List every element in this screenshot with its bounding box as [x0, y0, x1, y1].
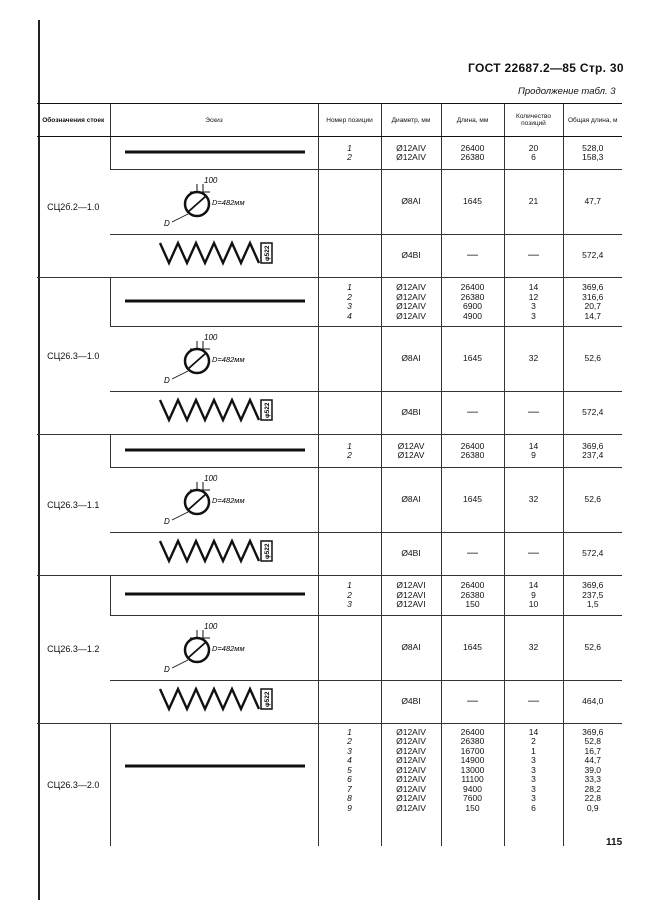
table-row: [37, 435, 622, 468]
cell-total: [563, 615, 622, 680]
pos-value: 1: [347, 142, 352, 153]
dia-value: Ø12AIV: [396, 726, 426, 737]
cell-dia: [381, 435, 441, 468]
qty-value: 32: [528, 641, 539, 652]
qty-value: 14: [528, 580, 539, 590]
cell-total: [563, 468, 622, 533]
total-value: 52,6: [584, 641, 602, 652]
total-value: 237,4: [582, 450, 604, 460]
len-value: —: [467, 547, 478, 560]
dia-value: Ø12AIV: [396, 793, 426, 804]
dia-value: Ø8AI: [401, 494, 421, 505]
sketch-cell: [110, 723, 318, 846]
cell-qty: [504, 235, 563, 278]
sketch-cell: [110, 615, 318, 680]
rebar-line: [125, 151, 305, 154]
sketch-cell: [110, 170, 318, 235]
cell-total: [563, 392, 622, 435]
ring-sketch: [112, 170, 320, 232]
cell-pos: [318, 137, 381, 170]
sketch-cell: [110, 392, 318, 435]
cell-dia: [381, 327, 441, 392]
dia-value: Ø12AIV: [396, 802, 426, 813]
spiral-sketch: [112, 392, 320, 432]
table-row: [37, 468, 622, 533]
total-value: 369,6: [582, 282, 604, 292]
cell-len: [441, 435, 504, 468]
cell-pos: [318, 235, 381, 278]
ring-diameter-label: D=482мм: [212, 643, 245, 653]
total-value: 52,6: [584, 494, 602, 505]
cell-qty: [504, 435, 563, 468]
cell-len: [441, 137, 504, 170]
qty-value: 21: [528, 196, 539, 207]
dia-value: Ø12AV: [397, 440, 425, 451]
pos-value: 3: [347, 599, 352, 609]
dia-value: Ø4BI: [401, 548, 421, 559]
len-value: 13000: [460, 764, 485, 775]
cell-qty: [504, 278, 563, 327]
qty-value: 3: [531, 310, 536, 321]
total-value: 52,8: [584, 736, 602, 747]
col-header-qty: Количество позиций: [504, 104, 563, 137]
cell-dia: [381, 533, 441, 576]
pos-value: 2: [347, 152, 352, 162]
stand-mark: СЦ26.3—2.0: [37, 723, 110, 846]
total-value: 572,4: [582, 548, 604, 559]
cell-dia: [381, 468, 441, 533]
cell-qty: [504, 468, 563, 533]
qty-value: 32: [528, 494, 539, 505]
ring-dim-100: 100: [204, 176, 218, 185]
len-value: 4900: [463, 310, 482, 321]
sketch-cell: [110, 235, 318, 278]
qty-value: —: [528, 249, 539, 262]
rebar-line: [125, 449, 305, 452]
ring-d-label: D: [164, 664, 170, 674]
len-value: 1645: [463, 196, 482, 207]
pos-value: 9: [347, 802, 352, 813]
table-row: [37, 533, 622, 576]
qty-value: 3: [531, 755, 536, 766]
dia-value: Ø8AI: [401, 196, 421, 207]
cell-pos: [318, 468, 381, 533]
cell-dia: [381, 278, 441, 327]
ring-d-label: D: [164, 517, 170, 526]
rebar-line: [125, 764, 305, 767]
qty-value: 6: [531, 802, 536, 813]
pos-value: 1: [347, 440, 352, 451]
pos-value: 3: [347, 745, 352, 756]
cell-len: [441, 392, 504, 435]
cell-dia: [381, 576, 441, 616]
total-value: 572,4: [582, 407, 604, 418]
cell-total: [563, 137, 622, 170]
qty-value: 6: [531, 152, 536, 162]
dia-value: Ø12AIV: [396, 764, 426, 775]
ring-dim-100: 100: [204, 474, 218, 483]
sketch-cell: [110, 533, 318, 576]
pos-value: 5: [347, 764, 352, 775]
col-header-mark: Обозначения стоек: [37, 104, 110, 137]
total-value: 158,3: [582, 152, 604, 162]
qty-value: 3: [531, 783, 536, 794]
table-row: [37, 327, 622, 392]
qty-value: 14: [528, 282, 539, 292]
ring-diameter-label: D=482мм: [212, 198, 245, 207]
total-value: 0,9: [586, 802, 599, 813]
total-value: 572,4: [582, 250, 604, 261]
cell-len: [441, 723, 504, 846]
dia-value: Ø4BI: [401, 407, 421, 418]
spec-table: [37, 103, 622, 846]
sketch-cell: [110, 278, 318, 327]
len-value: 6900: [463, 301, 482, 311]
table-row: [37, 680, 622, 723]
pos-value: 7: [347, 783, 352, 794]
pos-value: 2: [347, 736, 352, 747]
sketch-cell: [110, 327, 318, 392]
len-value: 1645: [463, 641, 482, 652]
rebar-line: [125, 300, 305, 303]
ring-sketch: [112, 327, 320, 389]
total-value: 316,6: [582, 291, 604, 302]
stand-mark: СЦ26.3—1.0: [37, 278, 110, 435]
sketch-cell: [110, 137, 318, 170]
len-value: 150: [465, 599, 480, 609]
total-value: 47,7: [584, 196, 602, 207]
cell-pos: [318, 615, 381, 680]
pos-value: 1: [347, 580, 352, 590]
cell-qty: [504, 723, 563, 846]
col-header-sketch: Эскиз: [110, 104, 318, 137]
ring-diameter-label: D=482мм: [212, 355, 245, 364]
total-value: 1,5: [586, 599, 599, 609]
len-value: —: [467, 406, 478, 419]
len-value: 7600: [463, 793, 482, 804]
len-value: 26380: [460, 736, 485, 747]
len-value: 11100: [461, 774, 484, 785]
rod-sketch: [113, 724, 321, 844]
total-value: 16,7: [584, 745, 602, 756]
cell-pos: [318, 392, 381, 435]
cell-dia: [381, 170, 441, 235]
dia-value: Ø12AIV: [396, 310, 426, 321]
cell-len: [441, 468, 504, 533]
dia-value: Ø8AI: [401, 353, 421, 364]
qty-value: —: [528, 694, 539, 707]
dia-value: Ø12AIV: [396, 301, 426, 311]
qty-value: 3: [531, 764, 536, 775]
total-value: 28,2: [584, 783, 602, 794]
total-value: 33,3: [584, 774, 602, 785]
ring-sketch: [112, 468, 320, 530]
qty-value: 2: [531, 736, 536, 747]
cell-qty: [504, 576, 563, 616]
len-value: 26400: [460, 726, 485, 737]
len-value: 26380: [460, 450, 485, 460]
spiral-diameter-label: φ522: [264, 543, 271, 559]
qty-value: —: [528, 547, 539, 560]
total-value: 20,7: [584, 301, 602, 311]
dia-value: Ø12AIV: [396, 745, 426, 756]
dia-value: Ø12AV: [397, 450, 425, 460]
dia-value: Ø12AIV: [396, 142, 426, 153]
cell-pos: [318, 576, 381, 616]
len-value: 26400: [460, 580, 485, 590]
cell-total: [563, 235, 622, 278]
cell-total: [563, 576, 622, 616]
dia-value: Ø12AIV: [396, 291, 426, 302]
cell-qty: [504, 137, 563, 170]
spiral-sketch: [112, 681, 320, 721]
total-value: 52,6: [584, 353, 602, 364]
dia-value: Ø12AIV: [396, 783, 426, 794]
pos-value: 3: [347, 301, 352, 311]
cell-len: [441, 615, 504, 680]
ring-d-label: D: [164, 376, 170, 385]
cell-len: [441, 170, 504, 235]
table-row: [37, 615, 622, 680]
spiral-diameter-label: φ522: [264, 691, 271, 707]
len-value: 150: [465, 802, 480, 813]
cell-len: [441, 680, 504, 723]
col-header-len: Длина, мм: [441, 104, 504, 137]
len-value: —: [467, 249, 478, 262]
cell-qty: [504, 392, 563, 435]
cell-qty: [504, 680, 563, 723]
dia-value: Ø4BI: [401, 250, 421, 261]
cell-total: [563, 533, 622, 576]
dia-value: Ø8AI: [401, 641, 421, 652]
pos-value: 2: [347, 291, 352, 302]
len-value: 1645: [463, 494, 482, 505]
cell-qty: [504, 327, 563, 392]
cell-len: [441, 235, 504, 278]
qty-value: 20: [528, 142, 539, 153]
cell-len: [441, 278, 504, 327]
rod-sketch: [113, 435, 321, 465]
stand-mark: СЦ26.3—1.2: [37, 576, 110, 724]
cell-total: [563, 170, 622, 235]
dia-value: Ø12AIV: [396, 282, 426, 292]
len-value: 26380: [460, 589, 485, 600]
table-row: [37, 576, 622, 616]
total-value: 528,0: [582, 142, 604, 153]
cell-pos: [318, 278, 381, 327]
total-value: 237,5: [582, 589, 604, 600]
cell-qty: [504, 533, 563, 576]
table-row: [37, 137, 622, 170]
cell-pos: [318, 723, 381, 846]
cell-qty: [504, 170, 563, 235]
sketch-cell: [110, 576, 318, 616]
pos-value: 1: [347, 282, 352, 292]
cell-len: [441, 327, 504, 392]
qty-value: —: [528, 406, 539, 419]
qty-value: 9: [531, 589, 536, 600]
col-header-dia: Диаметр, мм: [381, 104, 441, 137]
dia-value: Ø12AVI: [396, 580, 426, 590]
spiral-diameter-label: φ522: [264, 402, 271, 418]
rod-sketch: [113, 576, 321, 613]
len-value: 14900: [460, 755, 485, 766]
cell-total: [563, 680, 622, 723]
qty-value: 14: [528, 726, 539, 737]
rebar-line: [125, 593, 305, 596]
rod-sketch: [113, 278, 321, 324]
cell-len: [441, 533, 504, 576]
col-header-total: Общая длина, м: [563, 104, 622, 137]
qty-value: 1: [531, 745, 536, 756]
dia-value: Ø12AIV: [396, 736, 426, 747]
sketch-cell: [110, 468, 318, 533]
pos-value: 2: [347, 450, 352, 460]
page-number: 115: [606, 837, 623, 848]
stand-mark: СЦ2б.2—1.0: [37, 137, 110, 278]
cell-dia: [381, 137, 441, 170]
total-value: 14,7: [584, 310, 602, 321]
qty-value: 9: [531, 450, 536, 460]
qty-value: 10: [528, 599, 539, 609]
cell-dia: [381, 615, 441, 680]
table-row: [37, 723, 622, 846]
pos-value: 6: [347, 774, 352, 785]
dia-value: Ø12AIV: [396, 755, 426, 766]
ring-sketch: [112, 616, 320, 678]
dia-value: Ø12AVI: [396, 599, 426, 609]
ring-dim-100: 100: [204, 333, 218, 342]
cell-total: [563, 278, 622, 327]
dia-value: Ø12AIV: [396, 774, 426, 785]
table-row: [37, 170, 622, 235]
qty-value: 32: [528, 353, 539, 364]
qty-value: 3: [531, 301, 536, 311]
ring-dim-100: 100: [204, 621, 218, 631]
qty-value: 12: [528, 291, 539, 302]
len-value: 1645: [463, 353, 482, 364]
qty-value: 3: [531, 774, 536, 785]
cell-pos: [318, 680, 381, 723]
rod-sketch: [113, 137, 321, 167]
cell-len: [441, 576, 504, 616]
spiral-sketch: [112, 235, 320, 275]
qty-value: 3: [531, 793, 536, 804]
len-value: 26400: [460, 282, 485, 292]
stand-mark: СЦ26.3—1.1: [37, 435, 110, 576]
total-value: 369,6: [582, 726, 604, 737]
len-value: 9400: [463, 783, 482, 794]
table-row: [37, 392, 622, 435]
sketch-cell: [110, 435, 318, 468]
pos-value: 8: [347, 793, 352, 804]
cell-dia: [381, 235, 441, 278]
ring-d-label: D: [164, 219, 170, 228]
total-value: 22,8: [584, 793, 602, 804]
len-value: 26400: [460, 142, 485, 153]
page-header: ГОСТ 22687.2—85 Стр. 30: [468, 61, 624, 75]
table-row: [37, 278, 622, 327]
table-continuation-label: Продолжение табл. 3: [518, 86, 616, 97]
len-value: 26380: [460, 152, 485, 162]
qty-value: 14: [528, 440, 539, 451]
cell-pos: [318, 170, 381, 235]
cell-pos: [318, 435, 381, 468]
table-row: [37, 235, 622, 278]
pos-value: 1: [347, 726, 352, 737]
pos-value: 4: [347, 310, 352, 321]
dia-value: Ø12AIV: [396, 152, 426, 162]
cell-dia: [381, 680, 441, 723]
len-value: 26400: [460, 440, 485, 451]
cell-dia: [381, 723, 441, 846]
len-value: —: [467, 694, 478, 707]
pos-value: 4: [347, 755, 352, 766]
total-value: 369,6: [582, 580, 604, 590]
cell-dia: [381, 392, 441, 435]
cell-total: [563, 723, 622, 846]
cell-pos: [318, 327, 381, 392]
len-value: 16700: [460, 745, 485, 756]
total-value: 39,0: [584, 764, 602, 775]
cell-pos: [318, 533, 381, 576]
pos-value: 2: [347, 589, 352, 600]
spiral-diameter-label: φ522: [264, 245, 271, 261]
cell-total: [563, 435, 622, 468]
len-value: 26380: [460, 291, 485, 302]
table-header-row: [37, 104, 622, 137]
cell-total: [563, 327, 622, 392]
total-value: 44,7: [584, 755, 602, 766]
dia-value: Ø4BI: [401, 695, 421, 706]
dia-value: Ø12AVI: [396, 589, 426, 600]
total-value: 369,6: [582, 440, 604, 451]
total-value: 464,0: [582, 695, 604, 706]
col-header-pos: Номер позиции: [318, 104, 381, 137]
sketch-cell: [110, 680, 318, 723]
ring-diameter-label: D=482мм: [212, 496, 245, 505]
spiral-sketch: [112, 533, 320, 573]
cell-qty: [504, 615, 563, 680]
